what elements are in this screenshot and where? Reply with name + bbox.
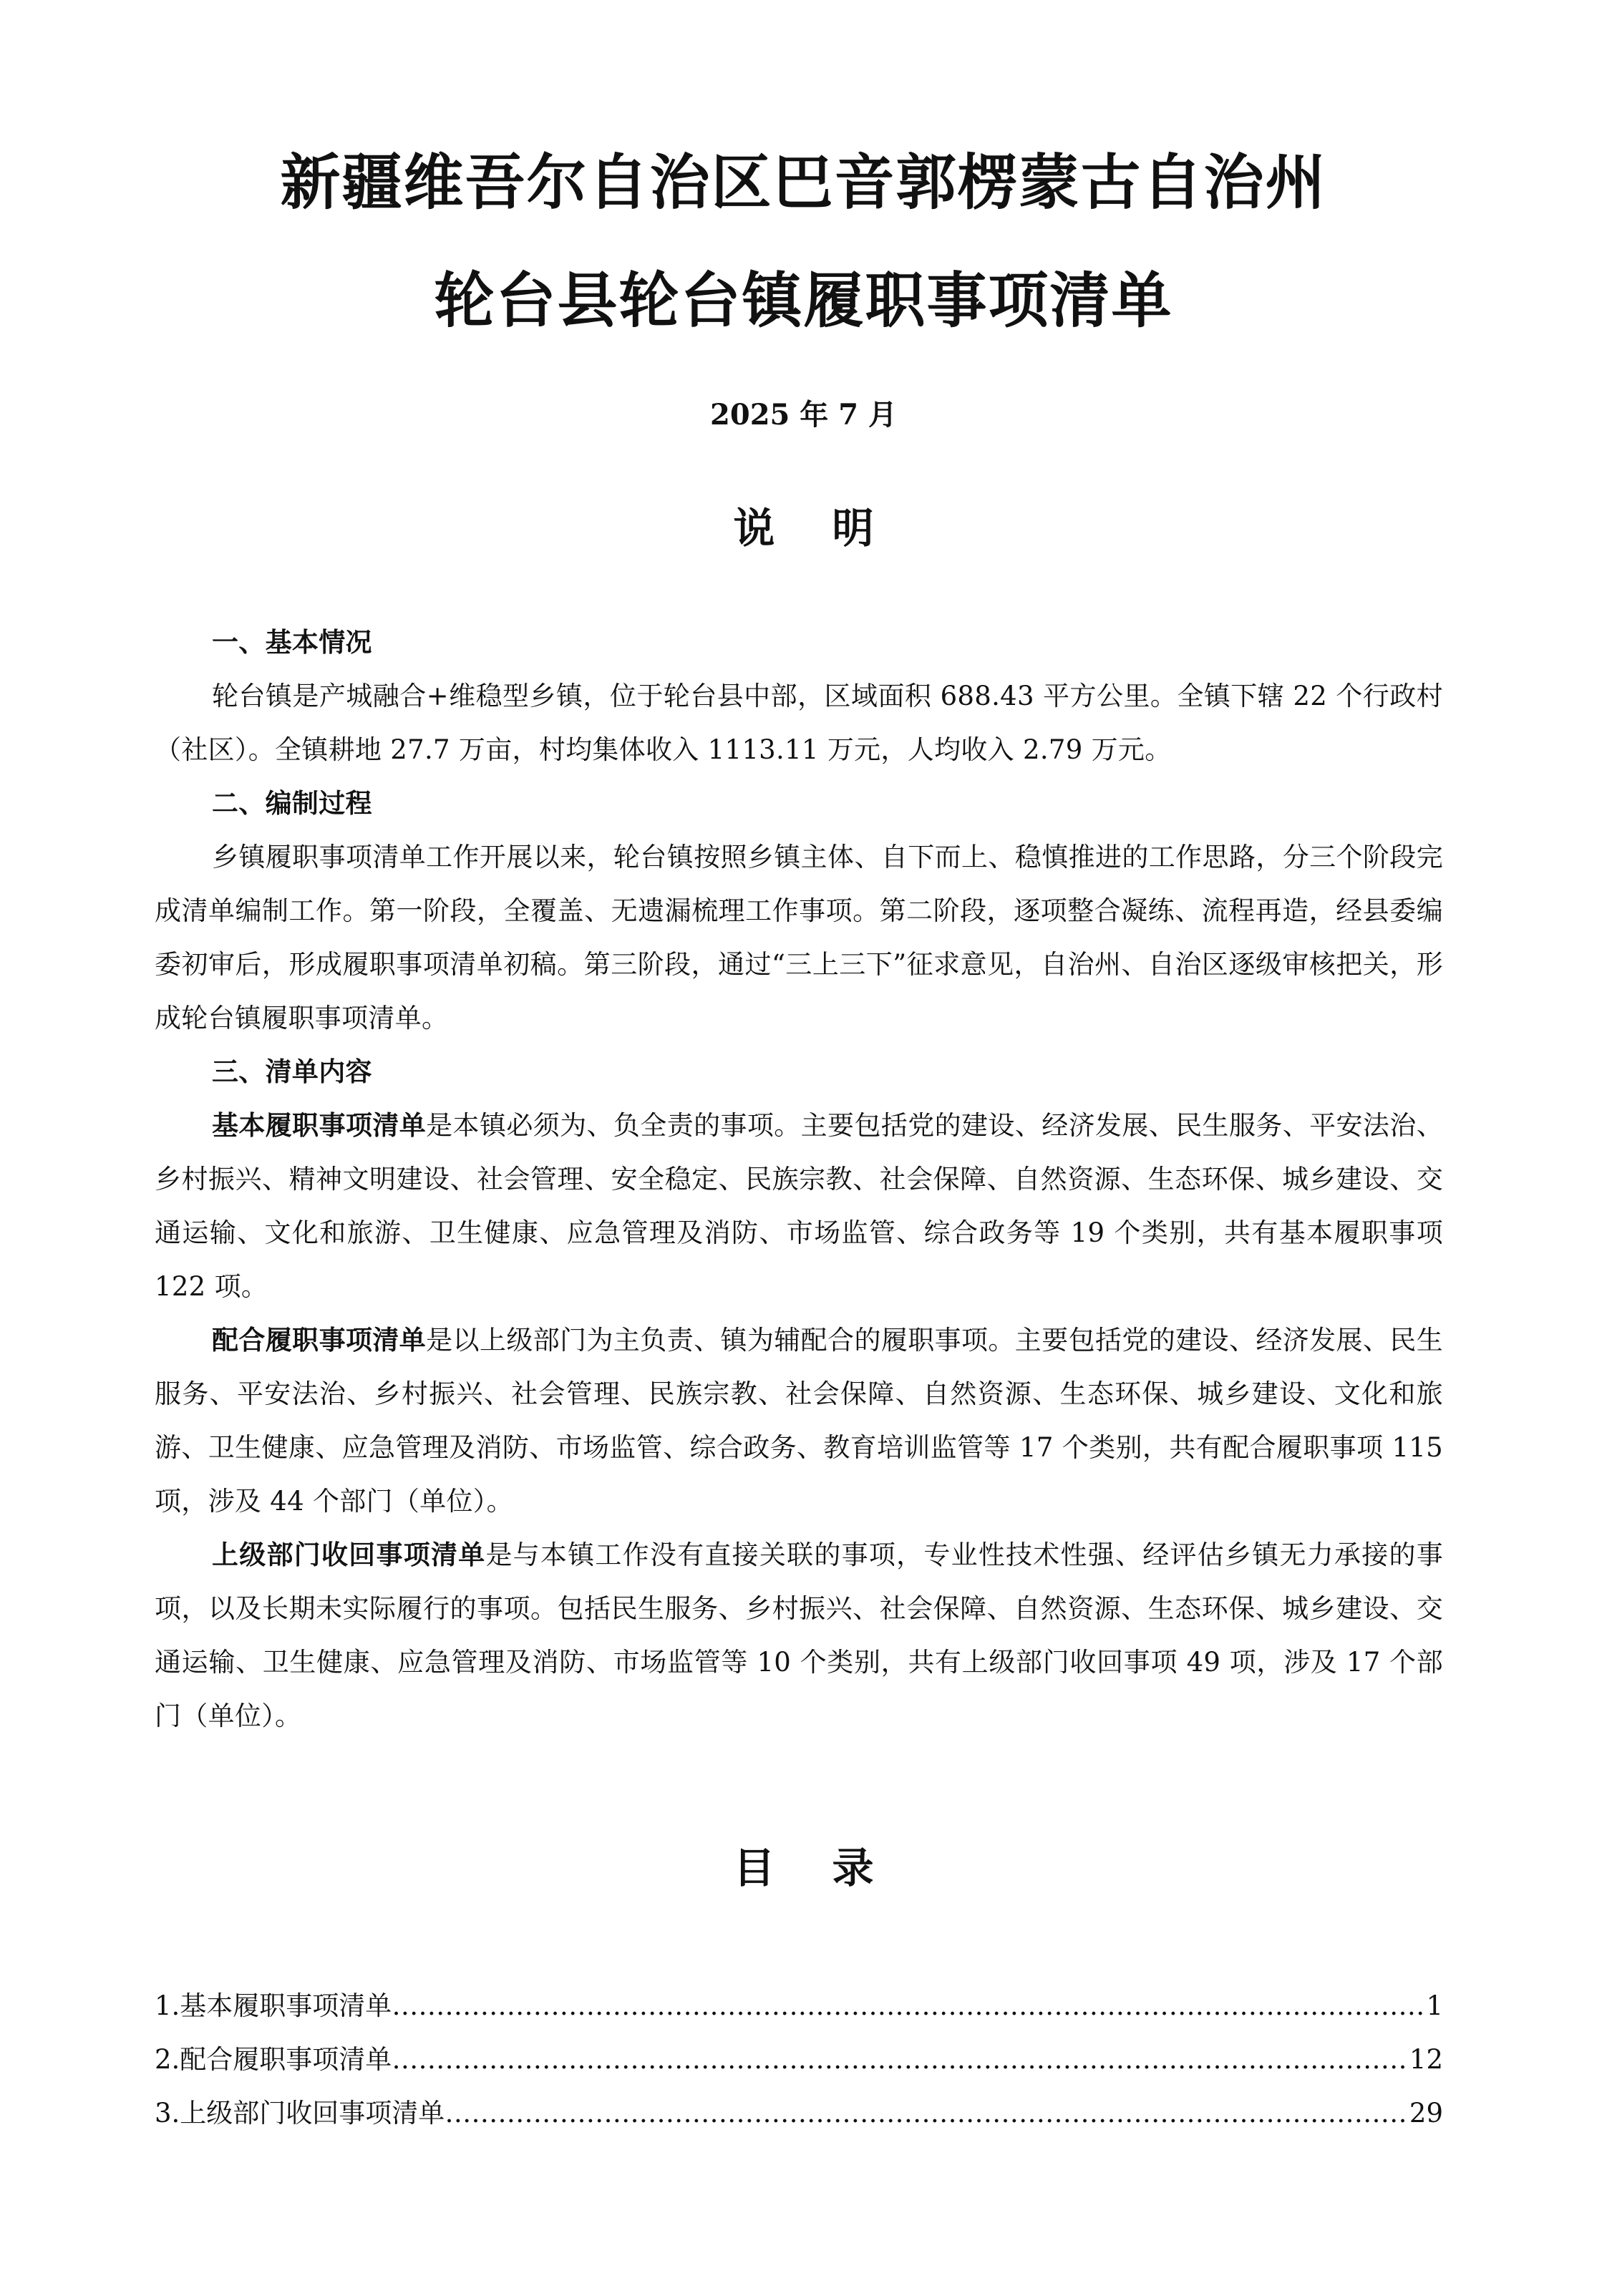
toc-entry-label: 1.基本履职事项清单	[155, 1990, 392, 2021]
table-of-contents	[155, 1979, 1443, 2140]
section-heading-list-content: 三、清单内容	[212, 1056, 372, 1087]
toc-entry-page: 12	[1409, 2044, 1443, 2075]
document-title-line-2: 轮台县轮台镇履职事项清单	[434, 265, 1173, 336]
toc-entry-label: 3.上级部门收回事项清单	[155, 2098, 445, 2129]
paragraph-lead: 基本履职事项清单	[212, 1109, 427, 1141]
paragraph-compilation-process	[155, 830, 1443, 1045]
toc-leader-dots	[445, 2086, 1409, 2140]
document-date: 2025 年 7 月	[710, 398, 897, 432]
paragraph-text: 是与本镇工作没有直接关联的事项，专业性技术性强、经评估乡镇无力承接的事项，以及长期未实际履行的事项。包括民生服务、乡村振兴、社会保障、自然资源、生态环保、城乡建设、交通运输、卫生健康、应急管理及消防、市场监管等 10 个类别，共有上级部门收回事项 49 项，涉及 17 个部门（单位）。	[155, 1539, 1444, 1731]
toc-entry[interactable]	[155, 1979, 1443, 2033]
toc-heading: 目录	[733, 1844, 931, 1892]
paragraph-text: 是以上级部门为主负责、镇为辅配合的履职事项。主要包括党的建设、经济发展、民生服务、平安法治、乡村振兴、社会管理、民族宗教、社会保障、自然资源、生态环保、城乡建设、文化和旅游、卫生健康、应急管理及消防、市场监管、综合政务、教育培训监管等 17 个类别，共有配合履职事项 115 项，涉及 44 个部门（单位）。	[155, 1325, 1443, 1517]
paragraph-lead: 配合履职事项清单	[212, 1324, 427, 1356]
paragraph-basic-duties	[155, 1099, 1443, 1313]
toc-entry[interactable]	[155, 2033, 1443, 2086]
paragraph-lead: 上级部门收回事项清单	[212, 1539, 486, 1570]
explanation-body	[155, 616, 1443, 1743]
paragraph-cooperative-duties	[155, 1313, 1443, 1528]
toc-entry-page: 29	[1409, 2098, 1443, 2129]
toc-entry-page: 1	[1426, 1990, 1443, 2021]
explanation-heading: 说明	[733, 504, 931, 553]
document-title-line-1: 新疆维吾尔自治区巴音郭楞蒙古自治州	[280, 147, 1327, 218]
section-heading-basic-info: 一、基本情况	[212, 627, 372, 658]
toc-leader-dots	[392, 2033, 1409, 2086]
toc-entry-label: 2.配合履职事项清单	[155, 2044, 392, 2075]
paragraph-reclaimed-items	[155, 1528, 1443, 1743]
paragraph-text: 乡镇履职事项清单工作开展以来，轮台镇按照乡镇主体、自下而上、稳慎推进的工作思路，分三个阶段完成清单编制工作。第一阶段，全覆盖、无遗漏梳理工作事项。第二阶段，逐项整合凝练、流程再造，经县委编委初审后，形成履职事项清单初稿。第三阶段，通过“三上三下”征求意见，自治州、自治区逐级审核把关，形成轮台镇履职事项清单。	[155, 842, 1443, 1033]
paragraph-text: 是本镇必须为、负全责的事项。主要包括党的建设、经济发展、民生服务、平安法治、乡村振兴、精神文明建设、社会管理、安全稳定、民族宗教、社会保障、自然资源、生态环保、城乡建设、交通运输、文化和旅游、卫生健康、应急管理及消防、市场监管、综合政务等 19 个类别，共有基本履职事项 122 项。	[155, 1110, 1443, 1302]
paragraph-text: 轮台镇是产城融合+维稳型乡镇，位于轮台县中部，区域面积 688.43 平方公里。全镇下辖 22 个行政村（社区）。全镇耕地 27.7 万亩，村均集体收入 1113.11 万元，人均收入 2.79 万元。	[155, 681, 1443, 765]
paragraph-basic-info	[155, 669, 1443, 777]
toc-leader-dots	[392, 1979, 1426, 2033]
toc-entry[interactable]	[155, 2086, 1443, 2140]
section-heading-compilation-process: 二、编制过程	[212, 788, 372, 819]
